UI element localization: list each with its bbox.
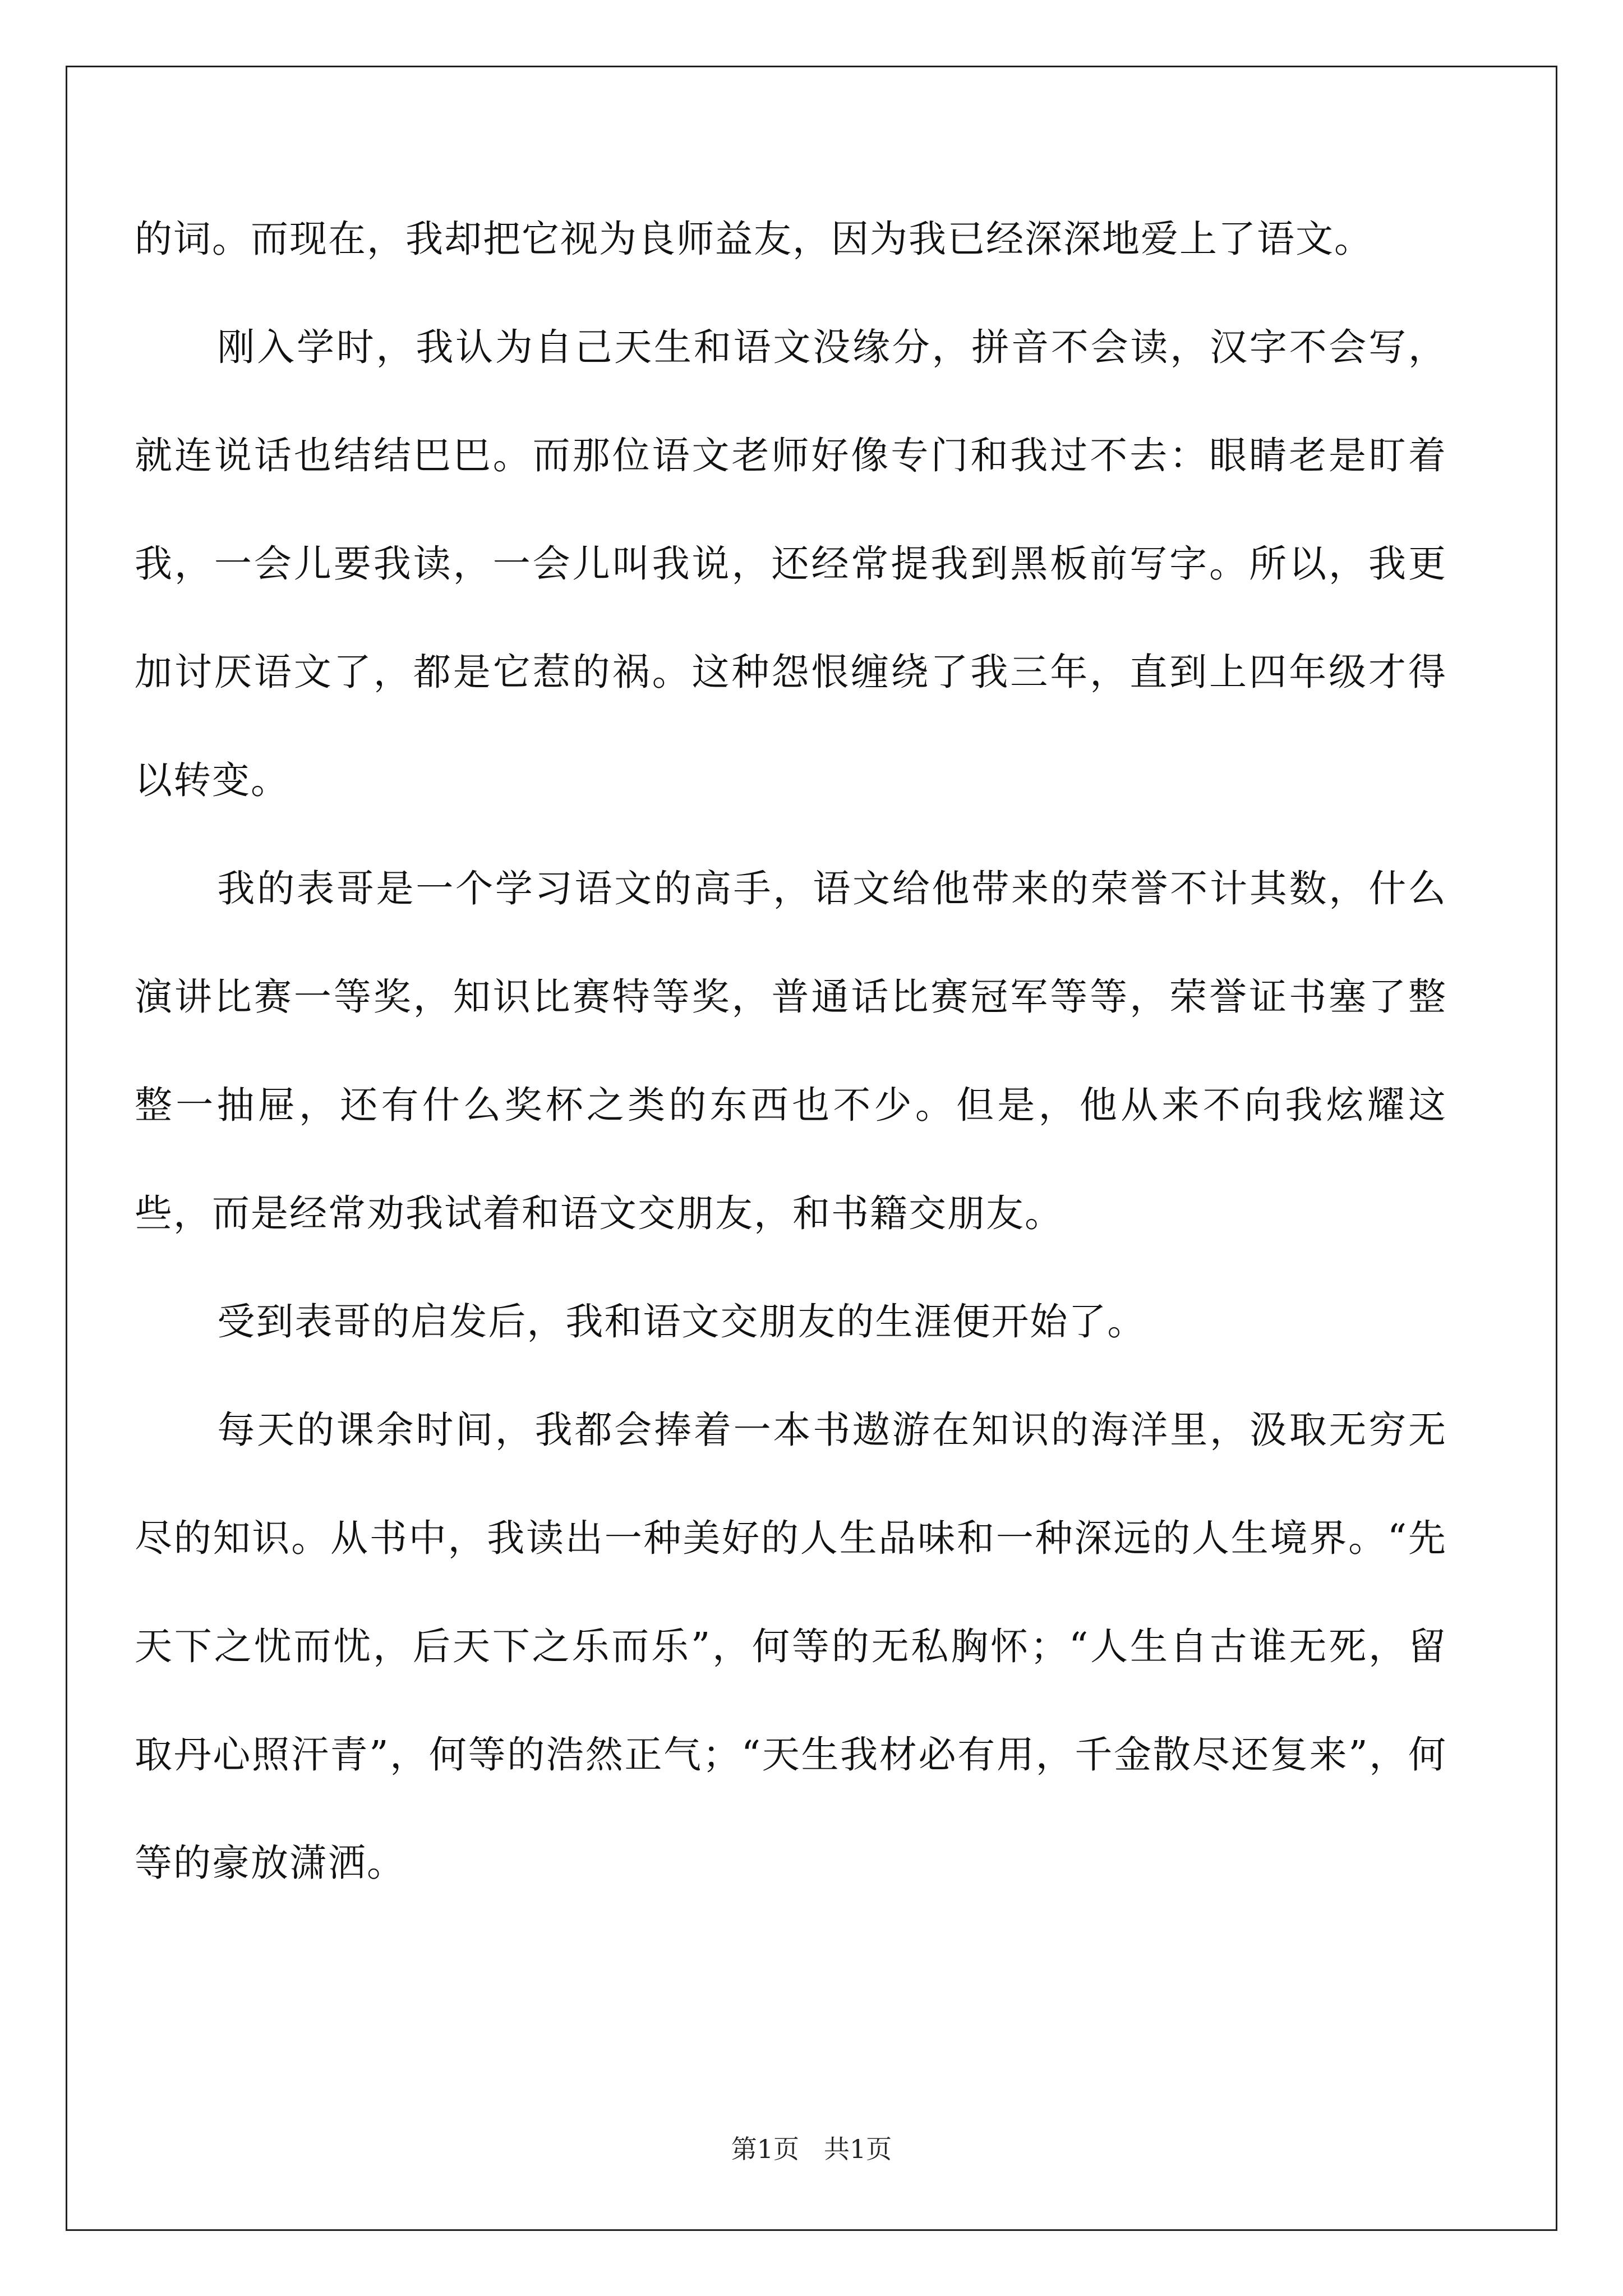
page-total: 共1页 [823,2134,892,2164]
paragraph-4: 受到表哥的启发后，我和语文交朋友的生涯便开始了。 [217,1300,1146,1343]
paragraph-1: 的词。而现在，我却把它视为良师益友，因为我已经深深地爱上了语文。 [135,217,1373,261]
document-body [135,185,1447,1917]
page-footer [0,2129,1623,2166]
paragraph-2: 刚入学时，我认为自己天生和语文没缘分，拼音不会读，汉字不会写，就连说话也结结巴巴。而那位语文老师好像专门和我过不去：眼睛老是盯着我，一会儿要我读，一会儿叫我说，还经常提我到黑板前写字。所以，我更加讨厌语文了，都是它惹的祸。这种怨恨缠绕了我三年，直到上四年级才得以转变。 [135,325,1447,802]
page-number: 第1页 [731,2134,800,2164]
paragraph-5: 每天的课余时间，我都会捧着一本书遨游在知识的海洋里，汲取无穷无尽的知识。从书中，我读出一种美好的人生品味和一种深远的人生境界。“先天下之忧而忧，后天下之乐而乐”，何等的无私胸怀；“人生自古谁无死，留取丹心照汗青”，何等的浩然正气；“天生我材必有用，千金散尽还复来”，何等的豪放潇洒。 [135,1408,1447,1885]
paragraph-3: 我的表哥是一个学习语文的高手，语文给他带来的荣誉不计其数，什么演讲比赛一等奖，知识比赛特等奖，普通话比赛冠军等等，荣誉证书塞了整整一抽屉，还有什么奖杯之类的东西也不少。但是，他从来不向我炫耀这些，而是经常劝我试着和语文交朋友，和书籍交朋友。 [135,867,1447,1235]
